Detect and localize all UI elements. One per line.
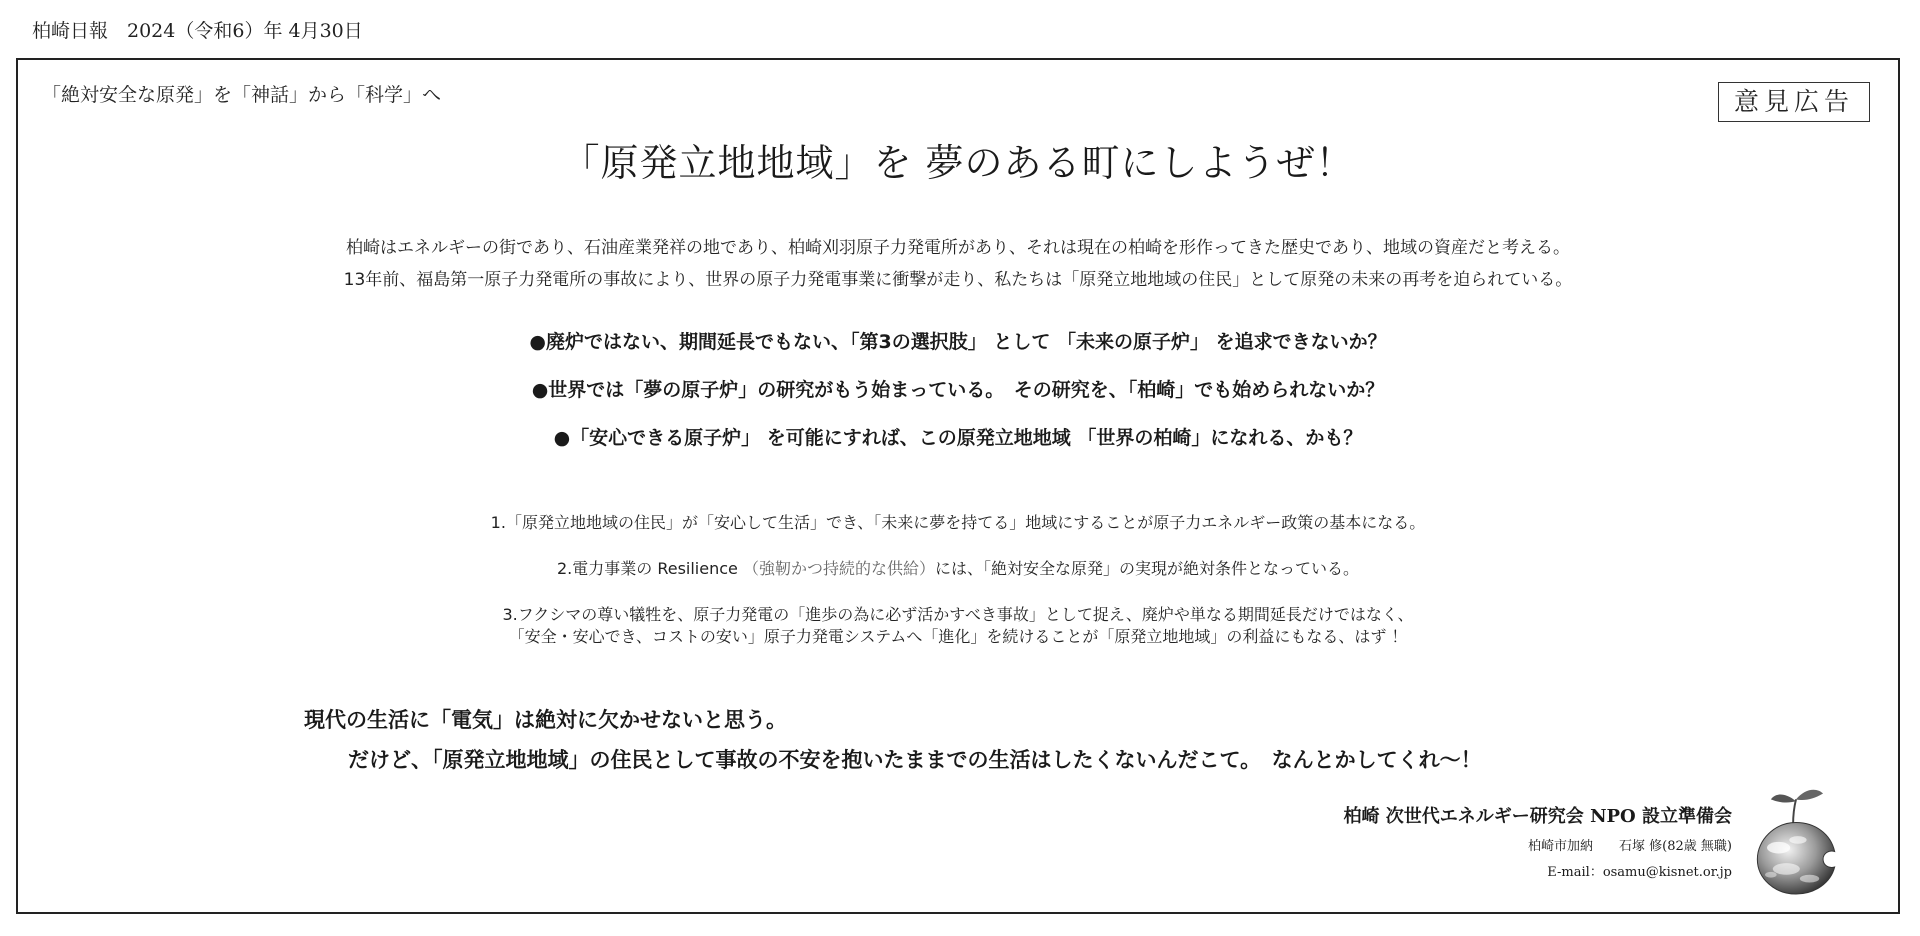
signature-person: 柏崎市加納 石塚 修(82歳 無職) xyxy=(1528,839,1732,854)
globe-sprout-icon xyxy=(1738,780,1854,896)
intro-line: 13年前、福島第一原子力発電所の事故により、世界の原子力発電事業に衝撃が走り、私たちは「原発立地地域の住民」として原発の未来の再考を迫られている。 xyxy=(343,270,1573,290)
point-2-tail: には、「絶対安全な原発」の実現が絶対条件となっている。 xyxy=(934,559,1359,578)
question-item: ●世界では「夢の原子炉」の研究がもう始まっている。 その研究を、「柏崎」でも始められないか？ xyxy=(531,379,1385,401)
resident-voice-line-2: だけど、「原発立地地域」の住民として事故の不安を抱いたままでの生活はしたくないんだこて。 なんとかしてくれ～！ xyxy=(348,748,1482,772)
ad-intro xyxy=(18,232,1898,296)
question-list xyxy=(18,330,1898,474)
signature-block xyxy=(1344,802,1732,880)
ad-headline: 「原発立地地域」を 夢のある町にしようぜ！ xyxy=(561,141,1355,185)
question-item: ●廃炉ではない、期間延長でもない、「第3の選択肢」 として 「未来の原子炉」 を追求できないか？ xyxy=(529,331,1387,353)
point-2-parenthetical: （強靭かつ持続的な供給） xyxy=(742,559,935,578)
point-2-lead: 2.電力事業の Resilience xyxy=(556,559,743,578)
signature-org: 柏崎 次世代エネルギー研究会 NPO 設立準備会 xyxy=(1343,806,1732,827)
resident-voice-line-1: 現代の生活に「電気」は絶対に欠かせないと思う。 xyxy=(304,708,787,732)
point-2 xyxy=(18,558,1898,580)
opinion-ad-frame xyxy=(16,58,1900,914)
point-3-line: 「安全・安心でき、コストの安い」原子力発電システムへ「進化」を続けることが「原発立地地域」の利益にもなる、はず ！ xyxy=(508,627,1408,646)
publication-header: 柏崎日報 2024（令和6）年 4月30日 xyxy=(32,20,363,42)
ad-lead-text: 「絶対安全な原発」を「神話」から「科学」へ xyxy=(42,84,442,106)
question-item: ●「安心できる原子炉」 を可能にすれば、この原発立地地域 「世界の柏崎」になれる、かも？ xyxy=(553,427,1363,449)
numbered-points xyxy=(18,512,1898,648)
point-3 xyxy=(18,604,1898,648)
opinion-ad-badge: 意見広告 xyxy=(1718,82,1870,122)
point-3-line: 3.フクシマの尊い犠牲を、原子力発電の「進歩の為に必ず活かすべき事故」として捉え、廃炉や単なる期間延長だけではなく、 xyxy=(502,605,1414,624)
intro-line: 柏崎はエネルギーの街であり、石油産業発祥の地であり、柏崎刈羽原子力発電所があり、それは現在の柏崎を形作ってきた歴史であり、地域の資産だと考える。 xyxy=(346,238,1570,258)
point-1: 1.「原発立地地域の住民」が「安心して生活」でき、「未来に夢を持てる」地域にすることが原子力エネルギー政策の基本になる。 xyxy=(490,513,1426,532)
signature-email: E-mail：osamu@kisnet.or.jp xyxy=(1547,865,1732,880)
